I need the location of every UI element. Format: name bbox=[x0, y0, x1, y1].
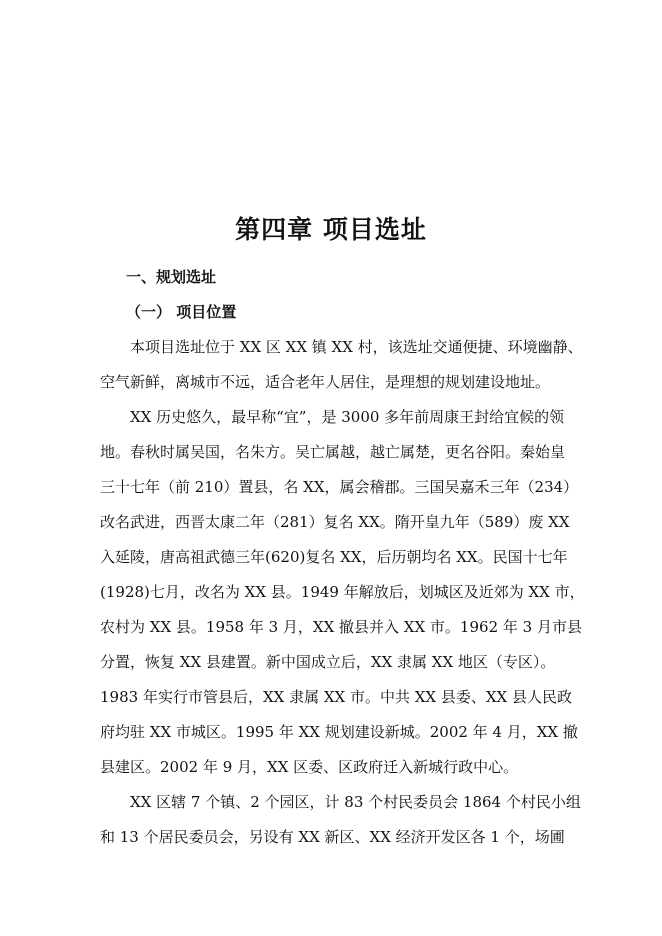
paragraph-line: 三十七年（前 210）置县，名 XX，属会稽郡。三国吴嘉禾三年（234） bbox=[100, 478, 579, 496]
paragraph-line: 县建区。2002 年 9 月，XX 区委、区政府迁入新城行政中心。 bbox=[100, 758, 519, 776]
paragraph-line: 农村为 XX 县。1958 年 3 月，XX 撤县并入 XX 市。1962 年 3 月市县 bbox=[100, 618, 582, 636]
paragraph-line: 1983 年实行市管县后，XX 隶属 XX 市。中共 XX 县委、XX 县人民政 bbox=[100, 688, 572, 706]
paragraph-line: 改名武进，西晋太康二年（281）复名 XX。隋开皇九年（589）废 XX bbox=[100, 513, 570, 531]
paragraph-line: 空气新鲜，离城市不远，适合老年人居住，是理想的规划建设地址。 bbox=[100, 373, 551, 391]
paragraph-line: 府均驻 XX 市城区。1995 年 XX 规划建设新城。2002 年 4 月，XX 撤 bbox=[100, 723, 578, 741]
paragraph-line: 本项目选址位于 XX 区 XX 镇 XX 村，该选址交通便捷、环境幽静、 bbox=[130, 338, 583, 356]
section-heading: 一、规划选址 bbox=[126, 268, 217, 286]
sub-heading: （一） 项目位置 bbox=[126, 303, 237, 321]
paragraph-line: 分置，恢复 XX 县建置。新中国成立后，XX 隶属 XX 地区（专区）。 bbox=[100, 653, 556, 671]
paragraph-line: 地。春秋时属吴国，名朱方。吴亡属越，越亡属楚，更名谷阳。秦始皇 bbox=[100, 443, 566, 461]
paragraph-line: 入延陵，唐高祖武德三年(620)复名 XX，后历朝均名 XX。民国十七年 bbox=[100, 548, 568, 566]
body-text bbox=[100, 330, 586, 855]
chapter-title: 第四章 项目选址 bbox=[235, 215, 427, 244]
paragraph-line: XX 区辖 7 个镇、2 个园区，计 83 个村民委员会 1864 个村民小组 bbox=[130, 793, 581, 811]
paragraph-line: (1928)七月，改名为 XX 县。1949 年解放后，划城区及近郊为 XX 市， bbox=[100, 583, 585, 601]
paragraph-line: XX 历史悠久，最早称“宜”，是 3000 多年前周康王封给宜候的领 bbox=[130, 408, 565, 426]
paragraph-line: 和 13 个居民委员会，另设有 XX 新区、XX 经济开发区各 1 个，场圃 bbox=[100, 828, 565, 846]
